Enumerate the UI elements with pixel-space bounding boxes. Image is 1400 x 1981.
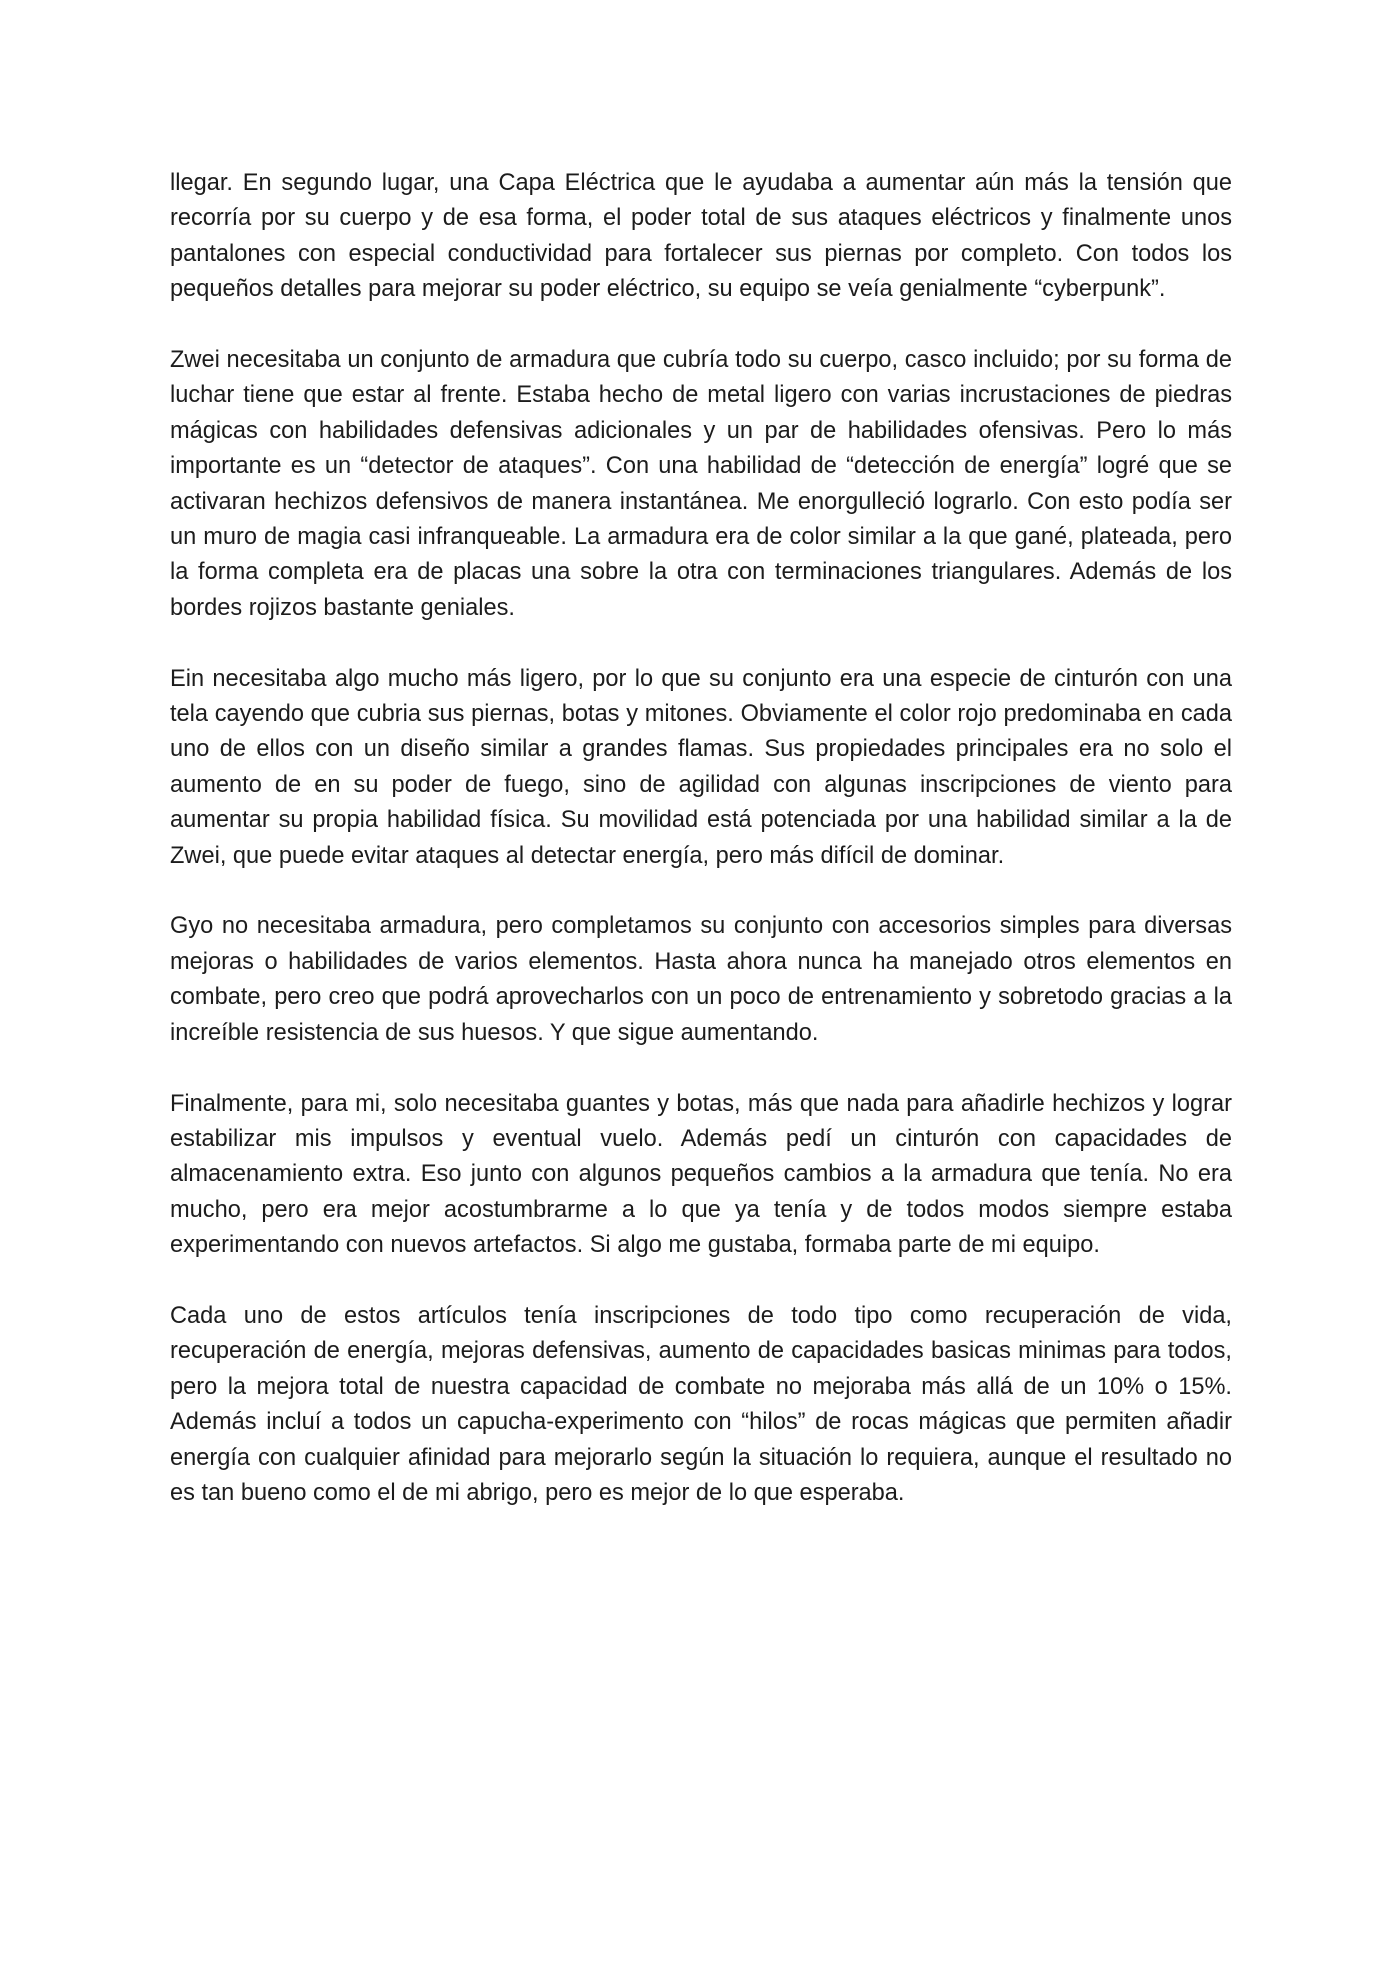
paragraph-1: llegar. En segundo lugar, una Capa Eléctrica que le ayudaba a aumentar aún más la tensión que recorría por su cuerpo y de esa forma, el poder total de sus ataques eléctricos y finalmente unos pantalones con especial conductividad para fortalecer sus piernas por completo. Con todos los pequeños detalles para mejorar su poder eléctrico, su equipo se veía genialmente “cyberpunk”. — [170, 170, 1232, 303]
paragraph-5: Finalmente, para mi, solo necesitaba guantes y botas, más que nada para añadirle hechizos y lograr estabilizar mis impulsos y eventual vuelo. Además pedí un cinturón con capacidades de almacenamiento extra. Eso junto con algunos pequeños cambios a la armadura que tenía. No era mucho, pero era mejor acostumbrarme a lo que ya tenía y de todos modos siempre estaba experimentando con nuevos artefactos. Si algo me gustaba, formaba parte de mi equipo. — [170, 1090, 1232, 1259]
body-text — [170, 166, 1232, 1547]
paragraph-6: Cada uno de estos artículos tenía inscripciones de todo tipo como recuperación de vida, recuperación de energía, mejoras defensivas, aumento de capacidades basicas minimas para todos, pero la mejora total de nuestra capacidad de combate no mejoraba más allá de un 10% o 15%. Además incluí a todos un capucha-experimento con “hilos” de rocas mágicas que permiten añadir energía con cualquier afinidad para mejorarlo según la situación lo requiera, aunque el resultado no es tan bueno como el de mi abrigo, pero es mejor de lo que esperaba. — [170, 1302, 1232, 1506]
paragraph-3: Ein necesitaba algo mucho más ligero, por lo que su conjunto era una especie de cinturón con una tela cayendo que cubria sus piernas, botas y mitones. Obviamente el color rojo predominaba en cada uno de ellos con un diseño similar a grandes flamas. Sus propiedades principales era no solo el aumento de en su poder de fuego, sino de agilidad con algunas inscripciones de viento para aumentar su propia habilidad física. Su movilidad está potenciada por una habilidad similar a la de Zwei, que puede evitar ataques al detectar energía, pero más difícil de dominar. — [170, 665, 1232, 869]
paragraph-2: Zwei necesitaba un conjunto de armadura que cubría todo su cuerpo, casco incluido; por su forma de luchar tiene que estar al frente. Estaba hecho de metal ligero con varias incrustaciones de piedras mágicas con habilidades defensivas adicionales y un par de habilidades ofensivas. Pero lo más importante es un “detector de ataques”. Con una habilidad de “detección de energía” logré que se activaran hechizos defensivos de manera instantánea. Me enorgulleció lograrlo. Con esto podía ser un muro de magia casi infranqueable. La armadura era de color similar a la que gané, plateada, pero la forma completa era de placas una sobre la otra con terminaciones triangulares. Además de los bordes rojizos bastante geniales. — [170, 347, 1232, 621]
paragraph-4: Gyo no necesitaba armadura, pero completamos su conjunto con accesorios simples para diversas mejoras o habilidades de varios elementos. Hasta ahora nunca ha manejado otros elementos en combate, pero creo que podrá aprovecharlos con un poco de entrenamiento y sobretodo gracias a la increíble resistencia de sus huesos. Y que sigue aumentando. — [170, 913, 1232, 1046]
